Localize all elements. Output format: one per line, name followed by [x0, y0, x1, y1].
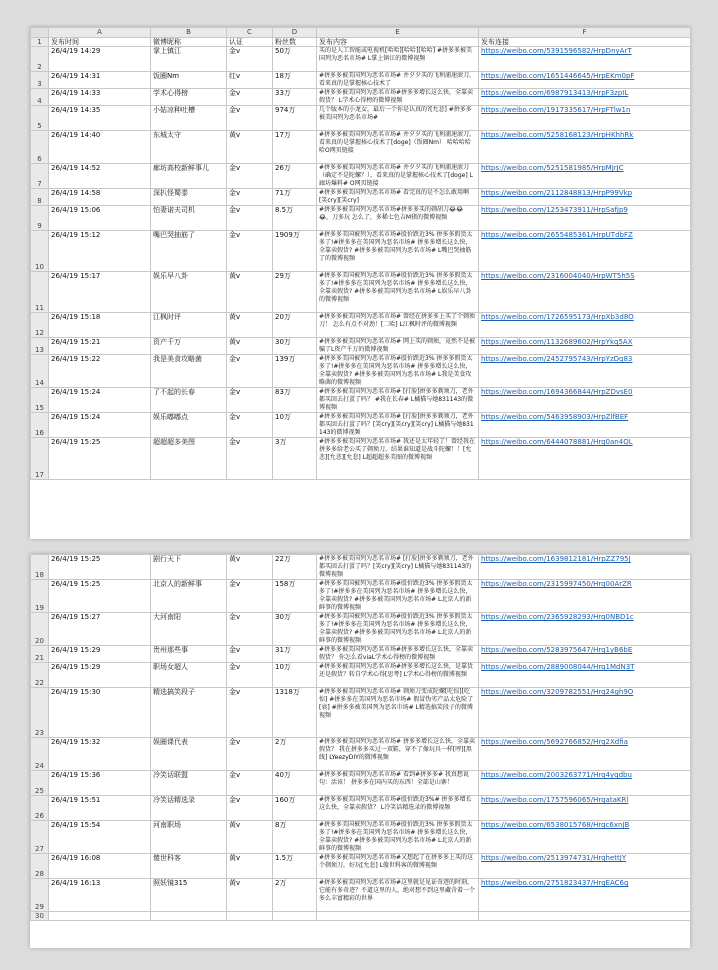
cell-link[interactable] [479, 47, 691, 72]
weibo-link[interactable]: https://weibo.com/2315997450/Hrq00ArZR [481, 580, 632, 588]
cell-fans[interactable]: 10万 [273, 413, 317, 438]
cell-name[interactable]: 娱圈课代表 [151, 738, 227, 771]
weibo-link[interactable]: https://weibo.com/1651446645/HrpEKm0pF [481, 72, 635, 80]
table-row-header [31, 38, 691, 47]
cell-content[interactable]: #拼多多被美国列为恶名市场# 并夕夕买的飞利浦速滚刀（确定不是陀螺？），看来真的是掌握核心技术了[doge] L廊坊爆料# O网页链接 [317, 164, 479, 189]
row-number[interactable]: 8 [31, 189, 49, 206]
row-number[interactable]: 30 [31, 912, 49, 921]
cell-content[interactable]: #拼多多被美国列为恶名市场# 网上买的剃须，竟然不是被骗了L资产千万的微博视频 [317, 338, 479, 355]
weibo-link[interactable]: https://weibo.com/2365928293/Hrq0NBD1c [481, 613, 634, 621]
table-row [31, 313, 691, 338]
weibo-link[interactable]: https://weibo.com/3209782551/Hrq24gh9O [481, 688, 634, 696]
cell-fans[interactable]: 33万 [273, 89, 317, 106]
cell-cert[interactable]: 黄v [227, 131, 273, 164]
cell-cert[interactable]: 红v [227, 72, 273, 89]
row-number[interactable]: 20 [31, 613, 49, 646]
cell-fans[interactable]: 31万 [273, 646, 317, 663]
select-all-corner[interactable] [31, 28, 49, 38]
row-number[interactable]: 5 [31, 106, 49, 131]
header-cell-cert[interactable]: 认证 [227, 38, 273, 47]
cell-cert[interactable]: 金v [227, 47, 273, 72]
row-number[interactable]: 7 [31, 164, 49, 189]
cell-link[interactable] [479, 413, 691, 438]
table-row [31, 272, 691, 313]
table-row [31, 355, 691, 388]
cell-link[interactable] [479, 89, 691, 106]
cell-cert[interactable]: 金v [227, 206, 273, 231]
cell-fans[interactable]: 40万 [273, 771, 317, 796]
column-header-c[interactable]: C [227, 28, 273, 38]
cell-name[interactable]: 剧行天下 [151, 555, 227, 580]
header-cell-fans[interactable]: 粉丝数 [273, 38, 317, 47]
row-number[interactable]: 18 [31, 555, 49, 580]
cell-name[interactable]: 饭圈Nm [151, 72, 227, 89]
cell-name[interactable]: 深扒怪蜀黍 [151, 189, 227, 206]
cell[interactable] [49, 912, 151, 921]
cell-fans[interactable]: 18万 [273, 72, 317, 89]
cell-cert[interactable]: 金v [227, 388, 273, 413]
weibo-link[interactable]: https://weibo.com/2003263771/Hrq4yqdbu [481, 771, 632, 779]
weibo-link[interactable]: https://weibo.com/5391596582/HrpDnyArT [481, 47, 632, 55]
header-cell-link[interactable]: 发布连接 [479, 38, 691, 47]
cell-link[interactable] [479, 438, 691, 480]
cell-content[interactable]: #拼多多被美国列为恶名市场# [打脸]拼多多剃须刀，老外都买回去打蛋了吗？[笑cry][笑cry][笑cry] L橘猫与她831143的微博视频 [317, 413, 479, 438]
row-number[interactable]: 4 [31, 89, 49, 106]
cell-link[interactable] [479, 613, 691, 646]
cell-name[interactable]: 照妖镜315 [151, 879, 227, 912]
cell-time[interactable]: 26/4/19 15:21 [49, 338, 151, 355]
weibo-link[interactable]: https://weibo.com/1132689602/HrpYkq5AX [481, 338, 633, 346]
table-row [31, 613, 691, 646]
row-number[interactable]: 29 [31, 879, 49, 912]
cell-content[interactable]: #拼多多被美国列为恶名市场#拼多多买的剃胡刀😂😂😂，刀多玩 怎么了，多稀七色吉M猪的微博视频 [317, 206, 479, 231]
cell-link[interactable] [479, 555, 691, 580]
cell-name[interactable]: 我是美食攻略菌 [151, 355, 227, 388]
weibo-link[interactable]: https://weibo.com/2513974731/HrqhettJY [481, 854, 627, 862]
cell-content[interactable]: #拼多多美国被列为恶名市场#股价跌近3% 拼多多假货太多了!#拼多多在美国列为恶名市场# 拼多多增长这么快，全靠卖假货? #拼多多被美国列为恶名市场# L北京人的新鲜事的微博视频 [317, 821, 479, 854]
cell-name[interactable]: 小姑凉种吐槽 [151, 106, 227, 131]
cell-content[interactable]: #拼多多被美国列为恶名市场#又想起了在拼多多上买的这个剃须刀，好玩[允悲] L傻世科客的微博视频 [317, 854, 479, 879]
cell-time[interactable]: 26/4/19 15:25 [49, 555, 151, 580]
cell-cert[interactable]: 金v [227, 164, 273, 189]
cell-cert[interactable]: 金v [227, 355, 273, 388]
cell-cert[interactable]: 黄v [227, 879, 273, 912]
cell-time[interactable]: 26/4/19 15:24 [49, 413, 151, 438]
cell-fans[interactable]: 1909万 [273, 231, 317, 272]
cell-time[interactable]: 26/4/19 14:40 [49, 131, 151, 164]
cell-cert[interactable]: 黄v [227, 555, 273, 580]
row-number[interactable]: 11 [31, 272, 49, 313]
weibo-link[interactable]: https://weibo.com/1694366844/HrpZDvsE0 [481, 388, 633, 396]
cell-fans[interactable]: 50万 [273, 47, 317, 72]
cell-time[interactable]: 26/4/19 15:27 [49, 613, 151, 646]
cell-name[interactable]: 学术心得榜 [151, 89, 227, 106]
cell-cert[interactable]: 金v [227, 438, 273, 480]
row-number[interactable]: 26 [31, 796, 49, 821]
cell-content[interactable]: #拼多多被美国列为恶名市场# 剃须刀变成陀螺[吃惊][吃惊] #拼多多在美国列为恶名市场# 假冒伪劣产品太危险了[衰] #拼多多被美国列为恶名市场# L精选搞笑段子的微博视频 [317, 688, 479, 738]
cell[interactable] [273, 912, 317, 921]
weibo-link[interactable]: https://weibo.com/6538015768/Hrqc6xnJB [481, 821, 630, 829]
cell-time[interactable]: 26/4/19 15:18 [49, 313, 151, 338]
cell-time[interactable]: 26/4/19 15:06 [49, 206, 151, 231]
cell-content[interactable]: #拼多多美国被列为恶名市场#股价跌近3% 拼多多假货太多了!#拼多多在美国列为恶名市场# 拼多多增长这么快，全靠卖假货? #拼多多被美国列为恶名市场# L嘴巴哭抽筋了的微博视频 [317, 231, 479, 272]
cell-time[interactable]: 26/4/19 14:29 [49, 47, 151, 72]
row-number[interactable]: 19 [31, 580, 49, 613]
cell-fans[interactable]: 1318万 [273, 688, 317, 738]
cell-content[interactable]: 几个版本的小龙女，最后一个你是认真的?[允悲] #拼多多被美国列为恶名市场# [317, 106, 479, 131]
cell-cert[interactable]: 金v [227, 688, 273, 738]
cell-fans[interactable]: 2万 [273, 738, 317, 771]
column-header-f[interactable]: F [479, 28, 691, 38]
table-row [31, 388, 691, 413]
weibo-link[interactable]: https://weibo.com/2751823437/HrqEAC6g [481, 879, 629, 887]
column-header-row [31, 28, 691, 38]
cell-cert[interactable]: 金v [227, 189, 273, 206]
row-number[interactable]: 2 [31, 47, 49, 72]
weibo-link[interactable]: https://weibo.com/1757596065/HrqataKRl [481, 796, 629, 804]
cell-link[interactable] [479, 796, 691, 821]
cell-content[interactable]: #拼多多被美国列为恶名市场#股价跌近3%# 拼多多增长这么快，全靠卖假货？ L冷笑话精选录的微博视频 [317, 796, 479, 821]
weibo-link[interactable]: https://weibo.com/1726595173/HrpXb3d8O [481, 313, 634, 321]
cell-name[interactable]: 掌上镇江 [151, 47, 227, 72]
cell-time[interactable]: 26/4/19 15:54 [49, 821, 151, 854]
cell-name[interactable]: 超超超多美图 [151, 438, 227, 480]
cell-time[interactable]: 26/4/19 16:08 [49, 854, 151, 879]
column-header-e[interactable]: E [317, 28, 479, 38]
cell-cert[interactable]: 金v [227, 613, 273, 646]
table-row [31, 438, 691, 480]
cell-fans[interactable]: 22万 [273, 555, 317, 580]
table-row [31, 72, 691, 89]
cell-link[interactable] [479, 738, 691, 771]
cell-fans[interactable]: 71万 [273, 189, 317, 206]
cell[interactable] [479, 912, 691, 921]
table-row [31, 663, 691, 688]
cell-content[interactable]: #拼多多被美国列为恶名市场# 曾经在拼多多上买了个剃须刀！ 怎么有点不对劲！[二哈] L江枫时评的微博视频 [317, 313, 479, 338]
cell-cert[interactable]: 黄v [227, 821, 273, 854]
table-row [31, 89, 691, 106]
cell-link[interactable] [479, 879, 691, 912]
cell-time[interactable]: 26/4/19 14:35 [49, 106, 151, 131]
weibo-link[interactable]: https://weibo.com/2112848813/HrpP99Vkp [481, 189, 633, 197]
cell-name[interactable]: 娱乐嘟嘟点 [151, 413, 227, 438]
table-row [31, 47, 691, 72]
cell-content[interactable]: #拼多多被美国列为恶名市场#这里就是见证奇迹的时刻，它能有多奇迹？不道这里的人，绝对想不到这里藏含着一个多么丰富精彩的世界 [317, 879, 479, 912]
cell-name[interactable]: 北京人的新鲜事 [151, 580, 227, 613]
cell-fans[interactable]: 10万 [273, 663, 317, 688]
cell-content[interactable]: 买的是人工智能或电视机[哈哈][哈哈][哈哈] #拼多多被美国列为恶名市场# L掌上镇江的微博视频 [317, 47, 479, 72]
table-row [31, 555, 691, 580]
cell-link[interactable] [479, 189, 691, 206]
cell-content[interactable]: #拼多多被美国列为恶名市场# 看到#拼多多# 我真想说句：活该！ 拼多多在国内买的东西！全部是山寨！ [317, 771, 479, 796]
cell-cert[interactable]: 金v [227, 413, 273, 438]
cell-cert[interactable]: 金v [227, 231, 273, 272]
cell-link[interactable] [479, 663, 691, 688]
cell-link[interactable] [479, 854, 691, 879]
row-number[interactable]: 28 [31, 854, 49, 879]
cell-fans[interactable]: 83万 [273, 388, 317, 413]
row-number[interactable]: 22 [31, 663, 49, 688]
column-header-a[interactable]: A [49, 28, 151, 38]
weibo-link[interactable]: https://weibo.com/6987913413/HrpF3zpIL [481, 89, 629, 97]
row-number[interactable]: 15 [31, 388, 49, 413]
header-cell-time[interactable]: 发布时间 [49, 38, 151, 47]
cell-cert[interactable]: 金v [227, 106, 273, 131]
table-row [31, 164, 691, 189]
cell-link[interactable] [479, 771, 691, 796]
cell-link[interactable] [479, 688, 691, 738]
weibo-link[interactable]: https://weibo.com/1253473911/HrpSafJp9 [481, 206, 628, 214]
table-row [31, 688, 691, 738]
row-number[interactable]: 1 [31, 38, 49, 47]
cell-link[interactable] [479, 580, 691, 613]
cell-link[interactable] [479, 272, 691, 313]
cell-link[interactable] [479, 106, 691, 131]
cell-time[interactable]: 26/4/19 15:30 [49, 688, 151, 738]
cell-link[interactable] [479, 164, 691, 189]
cell-time[interactable]: 26/4/19 15:25 [49, 438, 151, 480]
weibo-link[interactable]: https://weibo.com/2889008044/Hrq1MdN3T [481, 663, 635, 671]
cell-time[interactable]: 26/4/19 15:22 [49, 355, 151, 388]
cell-content[interactable]: #拼多多被美国列为恶名市场#拼多多增长这么快，全靠卖假货？ 你怎么看viaL学术心得榜的微博视频 [317, 646, 479, 663]
cell-name[interactable]: 东城太守 [151, 131, 227, 164]
cell-link[interactable] [479, 821, 691, 854]
table-row-empty [31, 912, 691, 921]
cell-content[interactable]: #拼多多被美国列为恶名市场# [打脸]拼多多剃须刀，老外都买回去打蛋了吗？ #我在长春# L橘猫与她831143的微博视频 [317, 388, 479, 413]
row-number[interactable]: 9 [31, 206, 49, 231]
cell-name[interactable]: 河南职场 [151, 821, 227, 854]
cell-time[interactable]: 26/4/19 14:58 [49, 189, 151, 206]
table-row [31, 821, 691, 854]
cell-time[interactable]: 26/4/19 15:29 [49, 646, 151, 663]
row-number[interactable]: 27 [31, 821, 49, 854]
cell-cert[interactable]: 黄v [227, 854, 273, 879]
cell-time[interactable]: 26/4/19 15:36 [49, 771, 151, 796]
table-row [31, 738, 691, 771]
cell-content[interactable]: #拼多多被美国列为恶名市场# 看完真的是不怎么敢用啊 [笑cry][笑cry] [317, 189, 479, 206]
weibo-link[interactable]: https://weibo.com/5283975647/Hrq1yB6bE [481, 646, 633, 654]
weibo-link[interactable]: https://weibo.com/2452795743/HrpYzDq83 [481, 355, 633, 363]
table-row [31, 771, 691, 796]
row-number[interactable]: 12 [31, 313, 49, 338]
row-number[interactable]: 25 [31, 771, 49, 796]
column-header-b[interactable]: B [151, 28, 227, 38]
weibo-link[interactable]: https://weibo.com/2655485361/HrpUTdbFZ [481, 231, 633, 239]
row-number[interactable]: 14 [31, 355, 49, 388]
cell-content[interactable]: #拼多多美国被列为恶名市场#股价跌近3% 拼多多假货太多了!#拼多多在美国列为恶名市场# 拼多多增长这么快，全靠卖假货? #拼多多被美国列为恶名市场# L娱乐早八卦的微博视频 [317, 272, 479, 313]
cell-content[interactable]: #拼多多被美国列为恶名市场# [打脸]拼多多剃须刀，老外都买回去打蛋了吗？[笑cry][笑cry] L橘猫与她831143的微博视频 [317, 555, 479, 580]
cell-name[interactable]: 资产千万 [151, 338, 227, 355]
table-row [31, 189, 691, 206]
cell-link[interactable] [479, 338, 691, 355]
row-number[interactable]: 23 [31, 688, 49, 738]
cell-cert[interactable]: 金v [227, 738, 273, 771]
cell-time[interactable]: 26/4/19 15:51 [49, 796, 151, 821]
cell[interactable] [317, 912, 479, 921]
table-row [31, 338, 691, 355]
cell-name[interactable]: 廊坊高校新鲜事儿 [151, 164, 227, 189]
weibo-link[interactable]: https://weibo.com/5258168123/HrpHKhhRk [481, 131, 634, 139]
spreadsheet-table-2 [30, 554, 691, 921]
cell-name[interactable]: 大河南阳 [151, 613, 227, 646]
table-row [31, 796, 691, 821]
cell-name[interactable]: 冷笑话精选录 [151, 796, 227, 821]
cell-fans[interactable]: 3万 [273, 438, 317, 480]
cell-time[interactable]: 26/4/19 15:29 [49, 663, 151, 688]
weibo-link[interactable]: https://weibo.com/2316004040/HrpWT5h5S [481, 272, 635, 280]
cell-time[interactable]: 26/4/19 15:24 [49, 388, 151, 413]
table-row [31, 206, 691, 231]
cell-name[interactable]: 娱乐早八卦 [151, 272, 227, 313]
cell-cert[interactable]: 金v [227, 663, 273, 688]
row-number[interactable]: 16 [31, 413, 49, 438]
cell-name[interactable]: 傻世科客 [151, 854, 227, 879]
cell[interactable] [227, 912, 273, 921]
cell-link[interactable] [479, 131, 691, 164]
weibo-link[interactable]: https://weibo.com/6444078881/Hrq0an4QL [481, 438, 633, 446]
cell-content[interactable]: #拼多多被美国列为恶名市场# 并夕夕买的飞利浦速滚刀，看来真的是掌握核心技术了[doge]（饭圈Nm） 哈哈哈哈哈O网页链接 [317, 131, 479, 164]
row-number[interactable]: 6 [31, 131, 49, 164]
cell-name[interactable]: 怕妻诺夫司机 [151, 206, 227, 231]
cell-name[interactable]: 精选搞笑段子 [151, 688, 227, 738]
table-row [31, 106, 691, 131]
table-row [31, 879, 691, 912]
cell-link[interactable] [479, 388, 691, 413]
cell-fans[interactable]: 29万 [273, 272, 317, 313]
cell-content[interactable]: #拼多多被美国列为恶名市场# 我还是太年轻了！曾经我在拼多多给老公买了剃须刀，结果谁知道是战斗陀螺！！[允悲][允悲][允悲] L超超超多美图的微博视频 [317, 438, 479, 480]
cell-fans[interactable]: 30万 [273, 338, 317, 355]
table-row [31, 131, 691, 164]
cell-cert[interactable]: 黄v [227, 272, 273, 313]
cell-time[interactable]: 26/4/19 15:32 [49, 738, 151, 771]
cell-cert[interactable]: 黄v [227, 313, 273, 338]
weibo-link[interactable]: https://weibo.com/1639812181/HrpZZ795J [481, 555, 631, 563]
cell-link[interactable] [479, 646, 691, 663]
cell-time[interactable]: 26/4/19 14:31 [49, 72, 151, 89]
sheet-page-2 [30, 554, 690, 948]
cell-cert[interactable]: 黄v [227, 338, 273, 355]
spreadsheet-table-1 [30, 27, 691, 480]
sheet-page-1 [30, 27, 690, 539]
row-number[interactable]: 24 [31, 738, 49, 771]
cell-time[interactable]: 26/4/19 15:12 [49, 231, 151, 272]
weibo-link[interactable]: https://weibo.com/5463958903/HrpZlfBEF [481, 413, 629, 421]
cell-fans[interactable]: 8.5万 [273, 206, 317, 231]
header-cell-content[interactable]: 发布内容 [317, 38, 479, 47]
cell-link[interactable] [479, 72, 691, 89]
cell-time[interactable]: 26/4/19 14:52 [49, 164, 151, 189]
cell-fans[interactable]: 139万 [273, 355, 317, 388]
table-row [31, 231, 691, 272]
weibo-link[interactable]: https://weibo.com/5692766852/Hrq2Xdfia [481, 738, 628, 746]
cell-name[interactable]: 江枫时评 [151, 313, 227, 338]
weibo-link[interactable]: https://weibo.com/1917335617/HrpFTlw1n [481, 106, 631, 114]
cell-name[interactable]: 了不起的长春 [151, 388, 227, 413]
table-row [31, 854, 691, 879]
cell-fans[interactable]: 30万 [273, 613, 317, 646]
cell-fans[interactable]: 1.5万 [273, 854, 317, 879]
cell-cert[interactable]: 金v [227, 646, 273, 663]
cell-link[interactable] [479, 355, 691, 388]
row-number[interactable]: 17 [31, 438, 49, 480]
cell-link[interactable] [479, 206, 691, 231]
cell-fans[interactable]: 2万 [273, 879, 317, 912]
cell-fans[interactable]: 20万 [273, 313, 317, 338]
cell-fans[interactable]: 158万 [273, 580, 317, 613]
cell-fans[interactable]: 974万 [273, 106, 317, 131]
row-number[interactable]: 3 [31, 72, 49, 89]
cell-content[interactable]: #拼多多美国被列为恶名市场#股价跌近3% 拼多多假货太多了!#拼多多在美国列为恶名市场# 拼多多增长这么快，全靠卖假货? #拼多多被美国列为恶名市场# L我是美食攻略菌的微博视频 [317, 355, 479, 388]
cell-name[interactable]: 嘴巴哭抽筋了 [151, 231, 227, 272]
table-row [31, 646, 691, 663]
cell-link[interactable] [479, 313, 691, 338]
header-cell-name[interactable]: 微博昵称 [151, 38, 227, 47]
cell-time[interactable]: 26/4/19 14:33 [49, 89, 151, 106]
cell-content[interactable]: #拼多多美国被列为恶名市场#股价跌近3% 拼多多假货太多了!#拼多多在美国列为恶名市场# 拼多多增长这么快，全靠卖假货? #拼多多被美国列为恶名市场# L北京人的新鲜事的微博视频 [317, 580, 479, 613]
cell-fans[interactable]: 8万 [273, 821, 317, 854]
cell-name[interactable]: 冷笑话联盟 [151, 771, 227, 796]
cell-content[interactable]: #拼多多被美国列为恶名市场#拼多多增长这么快，全靠卖假货？ L学术心得榜的微博视频 [317, 89, 479, 106]
cell-fans[interactable]: 26万 [273, 164, 317, 189]
cell-content[interactable]: #拼多多美国被列为恶名市场#股价跌近3% 拼多多假货太多了!#拼多多在美国列为恶名市场# 拼多多增长这么快，全靠卖假货? #拼多多被美国列为恶名市场# L北京人的新鲜事的微博视频 [317, 613, 479, 646]
cell[interactable] [151, 912, 227, 921]
row-number[interactable]: 13 [31, 338, 49, 355]
cell-time[interactable]: 26/4/19 15:17 [49, 272, 151, 313]
weibo-link[interactable]: https://weibo.com/5251581985/HrpMJrJC [481, 164, 624, 172]
cell-time[interactable]: 26/4/19 16:13 [49, 879, 151, 912]
cell-content[interactable]: #拼多多被美国列为恶名市场# 拼多多增长这么快，全靠卖假货？ 我在拼多多买过一双鞋，穿不了像玩具一样[哼][黑线] LYeezyDIY的微博视频 [317, 738, 479, 771]
cell-time[interactable]: 26/4/19 15:25 [49, 580, 151, 613]
row-number[interactable]: 21 [31, 646, 49, 663]
cell-fans[interactable]: 17万 [273, 131, 317, 164]
cell-cert[interactable]: 金v [227, 796, 273, 821]
table-row [31, 413, 691, 438]
cell-link[interactable] [479, 231, 691, 272]
cell-cert[interactable]: 金v [227, 771, 273, 796]
cell-name[interactable]: 贵州那些事 [151, 646, 227, 663]
cell-fans[interactable]: 160万 [273, 796, 317, 821]
cell-cert[interactable]: 金v [227, 89, 273, 106]
column-header-d[interactable]: D [273, 28, 317, 38]
cell-content[interactable]: #拼多多被美国列为恶名市场#拼多多增长这么快，是靠货还是假货？转自学术心得[思考] L学术心得榜的微博视频 [317, 663, 479, 688]
cell-name[interactable]: 职场女超人 [151, 663, 227, 688]
cell-cert[interactable]: 金v [227, 580, 273, 613]
cell-content[interactable]: #拼多多被美国列为恶名市场# 并夕夕买的飞利浦速滚刀，看来真的是掌握核心技术了 [317, 72, 479, 89]
row-number[interactable]: 10 [31, 231, 49, 272]
table-row [31, 580, 691, 613]
